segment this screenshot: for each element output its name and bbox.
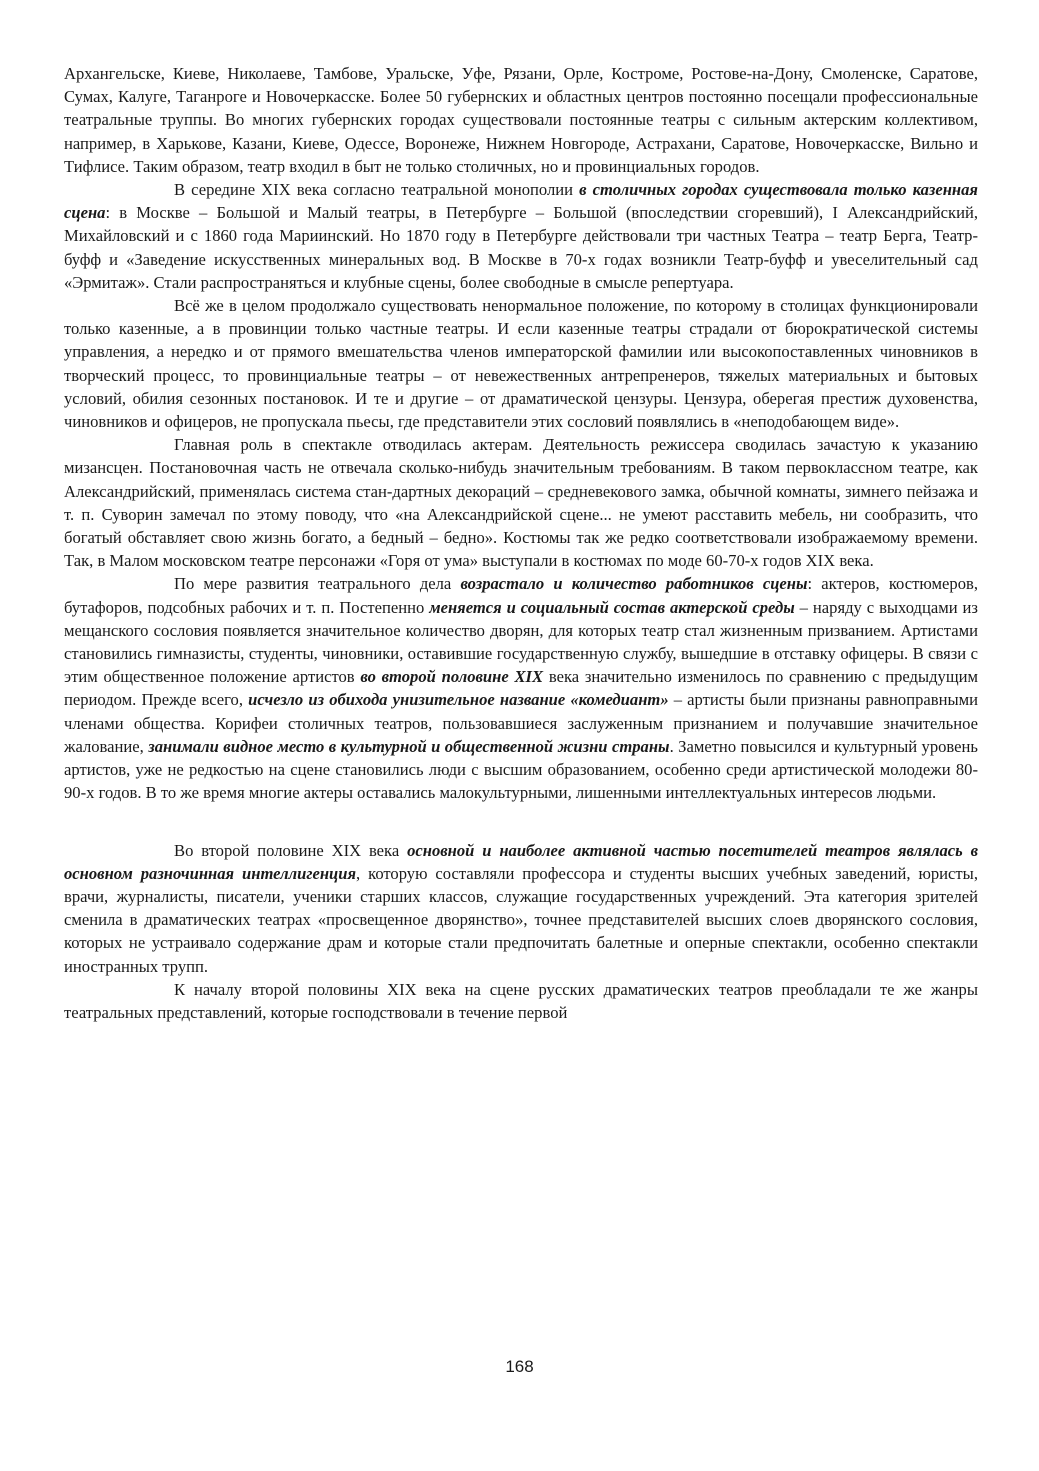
paragraph-4 xyxy=(64,433,978,572)
page-number: 168 xyxy=(505,1357,534,1376)
p2-emphasis-1: в столичных городах существовала только казенная сцена xyxy=(64,180,978,223)
p4-text: Главная роль в спектакле отводилась актерам. Деятельность режиссера сводилась зачастую к указанию мизансцен. Постановочная часть не отвечала сколько-нибудь значительным требованиям. В таком первоклассном театре, как Александрийский, применялась система стан-дартных декораций – средневекового замка, обычной комнаты, зимнего пейзажа и т. п. Суворин замечал по этому поводу, что «на Александрийской сцене... не умеют расставить мебель, ни сообразить, что богатый обставляет свою жизнь богато, а бедный – бедно». Костюмы так же редко соответствовали изображаемому времени. Так, в Малом московском театре персонажи «Горя от ума» выступали в костюмах по моде 60-70-х годов XIX века. xyxy=(64,435,978,571)
p2-text-1: В середине XIX века согласно театральной монополии xyxy=(174,180,580,200)
paragraph-6 xyxy=(64,839,978,978)
paragraph-5 xyxy=(64,572,978,804)
p7-text: К началу второй половины XIX века на сцене русских драматических театров преобладали те же жанры театральных представлений, которые господствовали в течение первой xyxy=(64,979,978,1022)
p5-text-6: . Заметно повысился и культурный уровень артистов, уже не редкостью на сцене становились люди с высшим образованием, особенно среди артистической молодежи 80-90-х годов. В то же время многие актеры оставались малокультурными, лишенными интеллектуальных интересов людьми. xyxy=(64,736,978,803)
paragraph-3 xyxy=(64,294,978,433)
p1-text: Архангельске, Киеве, Николаеве, Тамбове, Уральске, Уфе, Рязани, Орле, Костроме, Ростове-на-Дону, Смоленске, Саратове, Сумах, Калуге, Таганроге и Новочеркасске. Более 50 губернских и областных центров постоянно посещали профессиональные театральные труппы. Во многих губернских городах существовали постоянные театры с сильным актерским коллективом, например, в Харькове, Казани, Киеве, Одессе, Воронеже, Нижнем Новгороде, Астрахани, Саратове, Новочеркасске, Вильно и Тифлисе. Таким образом, театр входил в быт не только столичных, но и провинциальных городов. xyxy=(64,64,978,176)
p6-text-1: Во второй половине XIX века xyxy=(174,840,408,860)
p5-emphasis-1: возрастало и количество работников сцены xyxy=(460,574,808,594)
p5-text-3: – наряду с выходцами из мещанского сословия появляется значительное количество дворян, для которых театр стал жизненным призванием. Артистами становились гимназисты, студенты, чиновники, оставившие государственную службу, вышедшие в отставку офицеры. В связи с этим общественное положение артистов xyxy=(64,597,978,687)
p6-emphasis-1: основной и наиболее активной частью посетителей театров являлась в основном разночинная интеллигенция xyxy=(64,840,978,883)
p5-emphasis-3: во второй половине XIX xyxy=(360,667,544,687)
p5-text-4: века значительно изменилось по сравнению с предыдущим периодом. Прежде всего, xyxy=(64,667,979,710)
p5-emphasis-4: исчезло из обихода унизительное название «комедиант» xyxy=(248,690,669,710)
paragraph-2 xyxy=(64,178,978,294)
paragraph-1 xyxy=(64,62,978,178)
p3-text: Всё же в целом продолжало существовать ненормальное положение, по которому в столицах функционировали только казенные, а в провинции только частные театры. И если казенные театры страдали от бюрократической системы управления, а нередко и от прямого вмешательства членов императорской фамилии или высокопоставленных чиновников в творческий процесс, то провинциальные театры – от невежественных антрепренеров, тяжелых материальных и бытовых условий, обилия сезонных постановок. И те и другие – от драматической цензуры. Цензура, оберегая престиж духовенства, чиновников и офицеров, не пропускала пьесы, где представители этих сословий появлялись в «неподобающем виде». xyxy=(64,296,978,432)
p5-text-2: : актеров, костюмеров, бутафоров, подсобных рабочих и т. п. Постепенно xyxy=(64,574,978,617)
p5-text-1: По мере развития театрального дела xyxy=(174,574,461,594)
page-body xyxy=(64,62,978,1024)
p5-emphasis-5: занимали видное место в культурной и общественной жизни страны xyxy=(148,736,670,756)
p6-text-2: , которую составляли профессора и студенты высших учебных заведений, юристы, врачи, журналисты, писатели, ученики старших классов, служащие государственных учреждений. Эта категория зрителей сменила в драматических театрах «просвещенное дворянство», точнее представителей высших слоев дворянского сословия, которых не устраивало содержание драм и которые стали предпочитать балетные и оперные спектакли, особенно спектакли иностранных трупп. xyxy=(64,863,978,976)
p5-text-5: – артисты были признаны равноправными членами общества. Корифеи столичных театров, пользовавшиеся заслуженным признанием и получавшие значительное жалование, xyxy=(64,690,979,756)
p2-text-2: : в Москве – Большой и Малый театры, в Петербурге – Большой (впоследствии сгоревший), I Александрийский, Михайловский и с 1860 года Мариинский. Но 1870 году в Петербурге действовали три частных Театра – театр Берга, Театр-буфф и «Заведение искусственных минеральных вод. В Москве в 70-х годах возникли Театр-буфф и увеселительный сад «Эрмитаж». Стали распространяться и клубные сцены, более свободные в смысле репертуара. xyxy=(64,203,978,292)
p5-emphasis-2: меняется и социальный состав актерской среды xyxy=(429,597,795,617)
paragraph-7 xyxy=(64,978,978,1024)
